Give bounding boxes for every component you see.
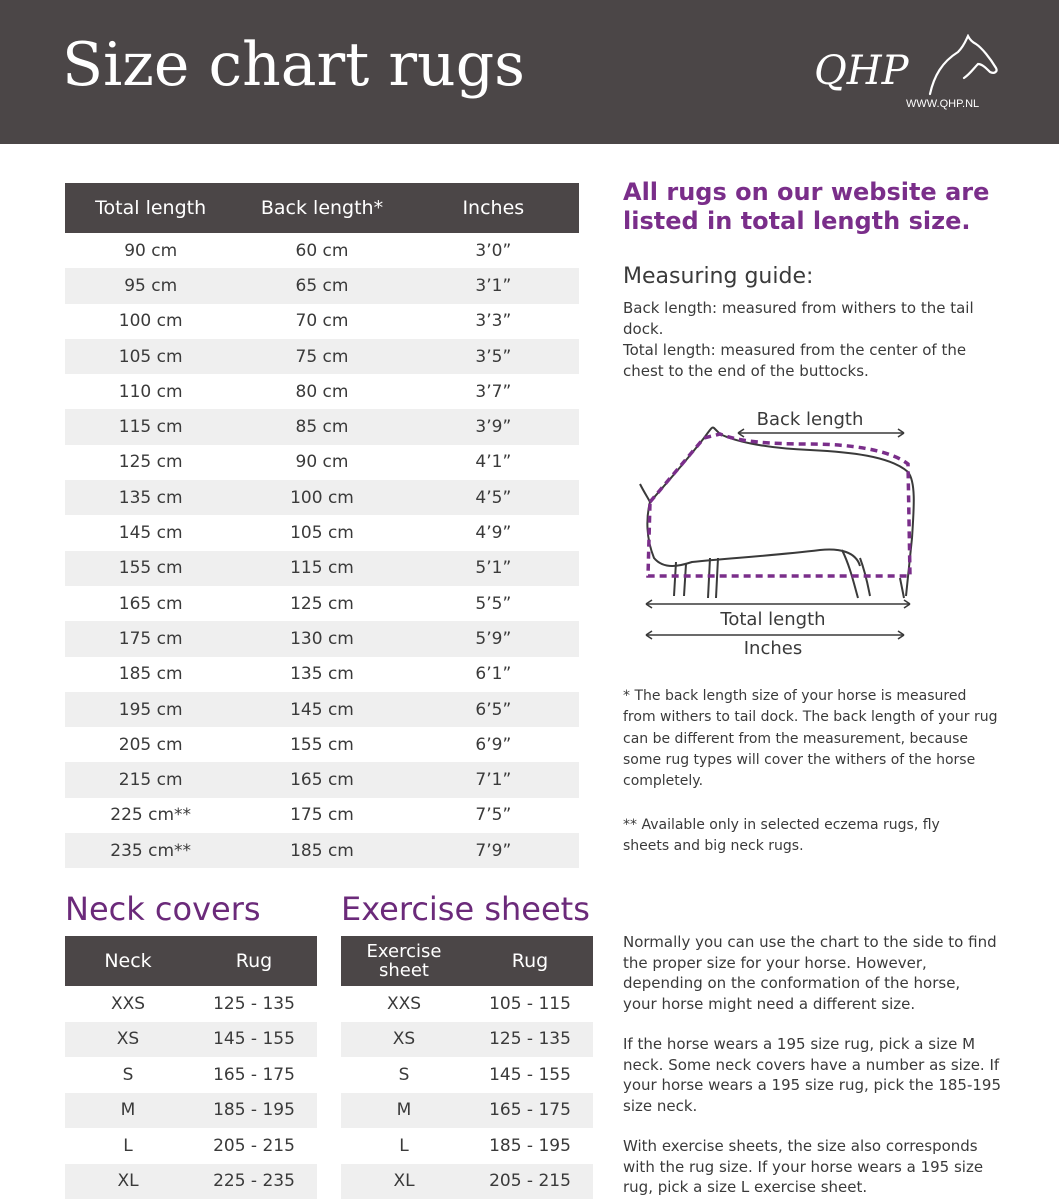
table-cell: 5’9” xyxy=(408,621,579,656)
headline-note: All rugs on our website are listed in total length size. xyxy=(623,178,990,235)
table-cell: 155 cm xyxy=(65,551,236,586)
table-cell: 165 - 175 xyxy=(467,1093,593,1129)
table-cell: 175 cm xyxy=(290,805,354,826)
table-cell: 105 cm xyxy=(65,339,236,374)
table-cell: XL xyxy=(65,1164,191,1200)
table-cell: 5’1” xyxy=(408,551,579,586)
table-cell: XXS xyxy=(110,993,146,1014)
table-row xyxy=(65,657,579,692)
table-cell: 145 - 155 xyxy=(489,1064,571,1085)
table-cell: 195 cm xyxy=(65,692,236,727)
table-cell: 85 cm xyxy=(236,409,407,444)
table-cell: 185 cm xyxy=(236,833,407,868)
table-cell: 155 cm xyxy=(290,734,354,755)
table-cell: 7’9” xyxy=(408,833,579,868)
table-cell: 115 cm xyxy=(236,551,407,586)
table-cell: 165 cm xyxy=(118,593,183,614)
table-cell: 205 - 215 xyxy=(467,1164,593,1200)
table-cell: 225 cm** xyxy=(110,805,192,826)
column-header: Neck xyxy=(65,936,191,986)
page-header xyxy=(0,0,1059,144)
table-cell: 90 cm xyxy=(124,240,178,261)
column-header: Rug xyxy=(191,936,317,986)
table-cell: L xyxy=(399,1135,409,1156)
table-cell: 185 - 195 xyxy=(489,1135,571,1156)
table-cell: S xyxy=(398,1064,410,1085)
table-row xyxy=(65,727,579,762)
table-row xyxy=(65,374,579,409)
table-cell: 130 cm xyxy=(236,621,407,656)
column-header: Exercise sheet xyxy=(341,936,467,986)
table-cell: 175 cm xyxy=(65,621,236,656)
column-header: Rug xyxy=(467,936,593,986)
usage-note-2: If the horse wears a 195 size rug, pick a size M neck. Some neck covers have a number as size. If your horse wears a 195 size rug, pick the 185-195 size neck. xyxy=(623,1035,1001,1115)
table-cell: XS xyxy=(65,1022,191,1058)
horse-head-icon xyxy=(920,34,1004,98)
column-header: Total length xyxy=(65,183,236,233)
table-row xyxy=(65,1057,317,1093)
table-cell: 215 cm xyxy=(65,762,236,797)
table-row xyxy=(65,551,579,586)
table-cell: 100 cm xyxy=(118,311,183,332)
table-cell: 110 cm xyxy=(118,381,183,402)
table-row xyxy=(341,1057,593,1093)
table-cell: 4’9” xyxy=(475,523,512,544)
table-cell: 135 cm xyxy=(65,480,236,515)
exercise-sheets-table xyxy=(341,936,593,1199)
table-cell: 3’7” xyxy=(475,381,512,402)
guide-total-length: Total length: measured from the center of the chest to the end of the buttocks. xyxy=(623,341,967,380)
guide-back-length: Back length: measured from withers to the tail dock. xyxy=(623,299,974,338)
table-row xyxy=(65,1128,317,1164)
table-cell: 145 - 155 xyxy=(191,1022,317,1058)
exercise-sheets-title: Exercise sheets xyxy=(341,890,590,928)
table-cell: 165 - 175 xyxy=(213,1064,295,1085)
page-title: Size chart rugs xyxy=(62,30,525,100)
table-cell: 7’1” xyxy=(408,762,579,797)
table-row xyxy=(65,798,579,833)
total-length-label: Total length xyxy=(720,609,826,630)
table-cell: 125 cm xyxy=(118,452,183,473)
table-cell: 125 cm xyxy=(290,593,354,614)
table-cell: 70 cm xyxy=(295,311,349,332)
table-cell: 205 cm xyxy=(118,734,183,755)
table-cell: 5’5” xyxy=(475,593,512,614)
table-row xyxy=(341,1022,593,1058)
table-cell: XS xyxy=(341,1022,467,1058)
inches-label: Inches xyxy=(743,638,803,659)
table-cell: 4’1” xyxy=(475,452,512,473)
table-cell: S xyxy=(122,1064,134,1085)
table-cell: L xyxy=(123,1135,133,1156)
table-cell: 235 cm** xyxy=(65,833,236,868)
neck-covers-table xyxy=(65,936,317,1199)
horse-outline xyxy=(640,427,914,596)
table-row xyxy=(65,621,579,656)
measuring-guide-title: Measuring guide: xyxy=(623,264,814,289)
table-row xyxy=(65,268,579,303)
table-cell: 185 cm xyxy=(118,664,183,685)
table-cell: M xyxy=(65,1093,191,1129)
table-cell: 65 cm xyxy=(236,268,407,303)
table-cell: M xyxy=(341,1093,467,1129)
table-row xyxy=(65,833,579,868)
table-row xyxy=(65,233,579,268)
table-row xyxy=(65,1164,317,1200)
horse-measurement-diagram xyxy=(620,398,930,660)
neck-covers-title: Neck covers xyxy=(65,890,261,928)
measuring-guide-text xyxy=(623,298,983,382)
table-cell: 145 cm xyxy=(118,523,183,544)
table-cell: 4’5” xyxy=(408,480,579,515)
table-cell: 3’9” xyxy=(408,409,579,444)
table-row xyxy=(65,586,579,621)
table-row xyxy=(65,1093,317,1129)
table-cell: 6’9” xyxy=(475,734,512,755)
logo-text: QHP xyxy=(814,48,909,94)
table-cell: 125 - 135 xyxy=(467,1022,593,1058)
table-cell: 105 - 115 xyxy=(489,993,571,1014)
table-cell: 135 cm xyxy=(290,664,354,685)
table-cell: 7’5” xyxy=(475,805,512,826)
footnote-back-length: * The back length size of your horse is measured from withers to tail dock. The back length of your rug can be different from the measurement, because some rug types will cover the withers of the horse completely. xyxy=(623,688,998,790)
table-cell: 105 cm xyxy=(290,523,354,544)
table-row xyxy=(65,692,579,727)
table-cell: 95 cm xyxy=(65,268,236,303)
table-header-row xyxy=(65,183,579,233)
table-cell: 60 cm xyxy=(295,240,349,261)
back-length-label: Back length xyxy=(756,409,864,430)
table-row xyxy=(65,1022,317,1058)
table-cell: 115 cm xyxy=(65,409,236,444)
table-row xyxy=(65,515,579,550)
logo-url: WWW.QHP.NL xyxy=(906,98,980,110)
table-row xyxy=(65,986,317,1022)
column-header: Inches xyxy=(408,183,579,233)
usage-note-1: Normally you can use the chart to the side to find the proper size for your horse. However, depending on the conformation of the horse, your horse might need a different size. xyxy=(623,933,997,1013)
size-chart-table xyxy=(65,183,579,868)
table-cell: 80 cm xyxy=(295,381,349,402)
table-row xyxy=(341,1093,593,1129)
table-cell: 6’1” xyxy=(475,664,512,685)
column-header: Back length* xyxy=(236,183,407,233)
table-cell: 145 cm xyxy=(236,692,407,727)
table-cell: 205 - 215 xyxy=(213,1135,295,1156)
table-cell: 3’0” xyxy=(475,240,512,261)
footnote-availability: ** Available only in selected eczema rugs, fly sheets and big neck rugs. xyxy=(623,817,940,855)
table-cell: 75 cm xyxy=(236,339,407,374)
table-cell: 100 cm xyxy=(236,480,407,515)
table-row xyxy=(341,986,593,1022)
table-cell: 6’5” xyxy=(408,692,579,727)
table-cell: XL xyxy=(341,1164,467,1200)
table-row xyxy=(341,1128,593,1164)
table-header-row xyxy=(341,936,593,986)
usage-note-3: With exercise sheets, the size also corresponds with the rug size. If your horse wears a 195 size rug, pick a size L exercise sheet. xyxy=(623,1137,984,1196)
table-cell: 185 - 195 xyxy=(191,1093,317,1129)
qhp-logo xyxy=(810,34,1010,120)
table-cell: 225 - 235 xyxy=(191,1164,317,1200)
table-cell: XXS xyxy=(386,993,422,1014)
table-cell: 90 cm xyxy=(295,452,349,473)
table-row xyxy=(65,339,579,374)
table-cell: 125 - 135 xyxy=(213,993,295,1014)
table-row xyxy=(65,480,579,515)
table-row xyxy=(341,1164,593,1200)
table-row xyxy=(65,445,579,480)
table-cell: 3’5” xyxy=(408,339,579,374)
table-cell: 3’3” xyxy=(475,311,512,332)
table-cell: 3’1” xyxy=(408,268,579,303)
table-row xyxy=(65,409,579,444)
table-row xyxy=(65,762,579,797)
table-cell: 165 cm xyxy=(236,762,407,797)
table-header-row xyxy=(65,936,317,986)
table-row xyxy=(65,304,579,339)
